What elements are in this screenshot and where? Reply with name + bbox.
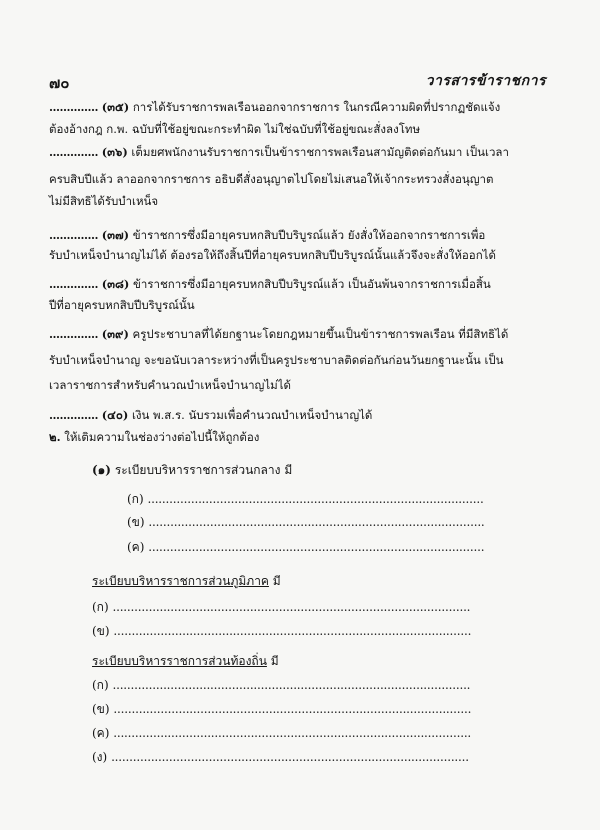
item-number: (๓๕) — [101, 100, 130, 114]
item-text-continued: ไม่มีสิทธิได้รับบำเหน็จ — [49, 194, 159, 208]
item-text-continued: ครบสิบปีแล้ว ลาออกจากราชการ อธิบดีสั่งอนุญาตไปโดยไม่เสนอให้เจ้ากระทรวงสั่งอนุญาต — [49, 172, 494, 186]
fill-in-line[interactable]: ................................................................................................... — [112, 678, 471, 692]
fill-in-line[interactable]: ................................................................................................... — [113, 726, 472, 740]
answer-blank[interactable]: .............. — [49, 408, 99, 422]
section-2-heading — [49, 430, 259, 444]
item-38 — [49, 277, 491, 291]
answer-blank[interactable]: .............. — [49, 327, 99, 341]
item-text: การได้รับราชการพลเรือนออกจากราชการ ในกรณีความผิดที่ปรากฏชัดแจ้ง — [132, 100, 501, 114]
blank-label: (ข) — [127, 515, 145, 529]
item-number: (๓๗) — [101, 228, 130, 242]
subsection-number: (๑) — [92, 463, 111, 477]
blank-label: (ข) — [92, 624, 110, 638]
answer-blank[interactable]: .............. — [49, 228, 99, 242]
local-admin-heading — [92, 652, 279, 671]
blank-label: (ก) — [127, 492, 144, 506]
subsection-suffix: มี — [270, 654, 279, 668]
local-blank-b — [92, 700, 471, 719]
blank-label: (ข) — [92, 702, 110, 716]
fill-in-line[interactable]: ............................................................................................. — [147, 492, 484, 506]
answer-blank[interactable]: .............. — [49, 100, 99, 114]
item-text-continued: ต้องอ้างกฎ ก.พ. ฉบับที่ใช้อยู่ขณะกระทำผิด ไม่ใช่ฉบับที่ใช้อยู่ขณะสั่งลงโทษ — [49, 122, 421, 136]
subsection-text: ระเบียบบริหารราชการส่วนกลาง — [114, 463, 281, 477]
page-number: ๗๐ — [49, 74, 70, 92]
item-text-continued: ปีที่อายุครบหกสิบปีบริบูรณ์นั้น — [49, 298, 195, 312]
section-instruction: ให้เติมความในช่องว่างต่อไปนี้ให้ถูกต้อง — [64, 430, 260, 444]
item-text-continued: รับบำเหน็จบำนาญ จะขอนับเวลาระหว่างที่เป็นครูประชาบาลติดต่อกันก่อนวันยกฐานะนั้น เป็น — [49, 353, 504, 367]
fill-in-line[interactable]: ................................................................................................... — [112, 600, 471, 614]
item-35 — [49, 100, 500, 114]
item-text: ข้าราชการซึ่งมีอายุครบหกสิบปีบริบูรณ์แล้ว เป็นอันพ้นจากราชการเมื่อสิ้น — [133, 277, 491, 291]
local-blank-d — [92, 748, 469, 767]
subsection-suffix: มี — [272, 574, 281, 588]
subsection-text: ระเบียบบริหารราชการส่วนภูมิภาค — [92, 574, 269, 588]
item-number: (๓๙) — [101, 327, 129, 341]
item-text: เต็มยศพนักงานรับราชการเป็นข้าราชการพลเรือนสามัญติดต่อกันมา เป็นเวลา — [131, 145, 509, 159]
item-number: (๔๐) — [101, 408, 129, 422]
item-text: ครูประชาบาลที่ได้ยกฐานะโดยกฎหมายขึ้นเป็นข้าราชการพลเรือน ที่มีสิทธิได้ — [132, 327, 509, 341]
blank-label: (ค) — [92, 726, 110, 740]
regional-blank-b — [92, 622, 471, 641]
central-blank-a — [127, 490, 484, 509]
blank-label: (ก) — [92, 678, 109, 692]
answer-blank[interactable]: .............. — [49, 145, 99, 159]
blank-label: (ค) — [127, 540, 145, 554]
central-admin-heading — [92, 461, 292, 480]
local-blank-c — [92, 724, 471, 743]
regional-blank-a — [92, 598, 470, 617]
section-number: ๒. — [49, 430, 61, 444]
item-39 — [49, 327, 508, 341]
fill-in-line[interactable]: ............................................................................................. — [148, 540, 485, 554]
fill-in-line[interactable]: ................................................................................................... — [111, 750, 469, 764]
item-text-continued: เวลาราชการสำหรับคำนวณบำเหน็จบำนาญไม่ได้ — [49, 378, 291, 392]
item-36 — [49, 145, 509, 159]
item-number: (๓๘) — [101, 277, 130, 291]
fill-in-line[interactable]: ................................................................................................... — [113, 624, 472, 638]
item-text-continued: รับบำเหน็จบำนาญไม่ได้ ต้องรอให้ถึงสิ้นปีที่อายุครบหกสิบปีบริบูรณ์นั้นแล้วจึงจะสั่งให้ออกได้ — [49, 248, 496, 262]
subsection-suffix: มี — [284, 463, 293, 477]
item-37 — [49, 228, 485, 242]
subsection-text: ระเบียบบริหารราชการส่วนท้องถิ่น — [92, 654, 267, 668]
central-blank-b — [127, 513, 485, 532]
item-text: ข้าราชการซึ่งมีอายุครบหกสิบปีบริบูรณ์แล้ว ยังสั่งให้ออกจากราชการเพื่อ — [132, 228, 486, 242]
fill-in-line[interactable]: ............................................................................................. — [148, 515, 485, 529]
blank-label: (ง) — [92, 750, 108, 764]
regional-admin-heading — [92, 572, 281, 591]
running-title: วารสารข้าราชการ — [425, 73, 546, 89]
blank-label: (ก) — [92, 600, 109, 614]
item-text: เงิน พ.ส.ร. นับรวมเพื่อคำนวณบำเหน็จบำนาญได้ — [131, 408, 373, 422]
fill-in-line[interactable]: ................................................................................................... — [113, 702, 472, 716]
item-number: (๓๖) — [101, 145, 128, 159]
local-blank-a — [92, 676, 470, 695]
answer-blank[interactable]: .............. — [49, 277, 99, 291]
central-blank-c — [127, 538, 484, 557]
item-40 — [49, 408, 372, 422]
